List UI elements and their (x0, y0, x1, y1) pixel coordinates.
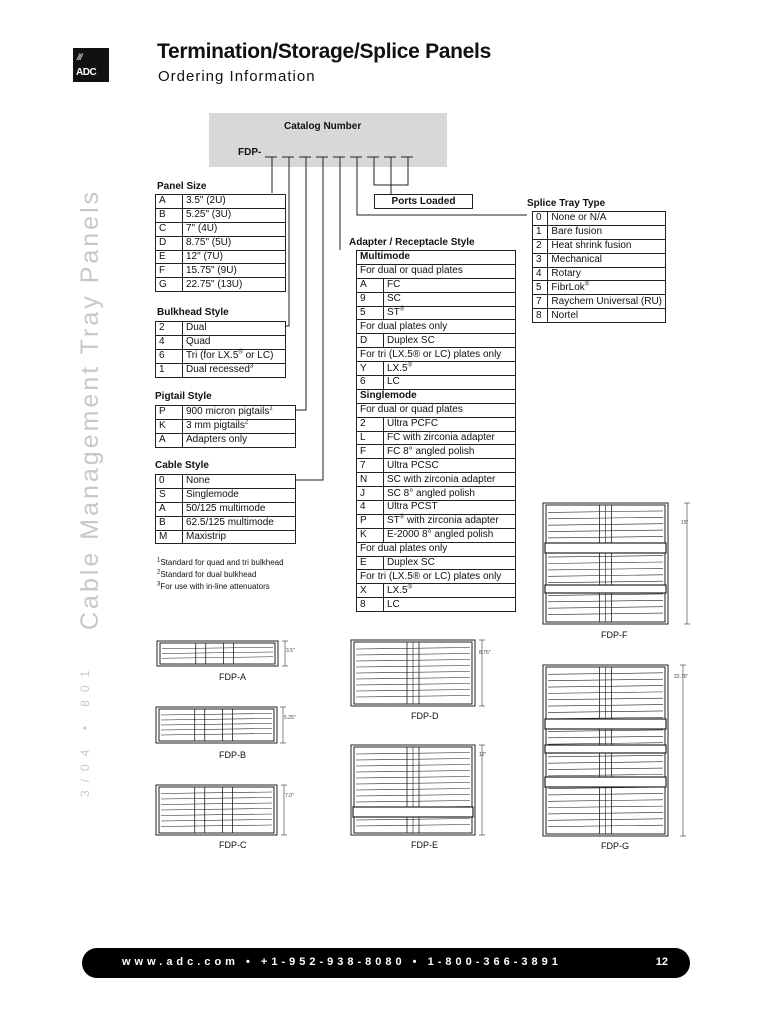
row-group-header: Multimode (357, 251, 516, 265)
dim-fdp-f: 15" (681, 520, 689, 526)
option-code: 6 (357, 376, 384, 390)
option-description: LC (384, 598, 516, 612)
option-description: Bare fusion (548, 225, 666, 239)
option-description: Nortel (548, 309, 666, 323)
option-code: C (156, 222, 183, 236)
option-code: 7 (357, 459, 384, 473)
dim-fdp-g: 22.75" (674, 674, 689, 680)
option-code: 1 (533, 225, 548, 239)
page-number: 12 (655, 956, 668, 968)
page-title: Termination/Storage/Splice Panels (157, 40, 491, 63)
option-description: E-2000 8° angled polish (384, 528, 516, 542)
option-code: F (156, 264, 183, 278)
drawing-fdp-g (543, 665, 668, 836)
catalog-number-label: Catalog Number (284, 121, 362, 132)
dim-fdp-e: 12" (479, 752, 487, 758)
option-description: SC 8° angled polish (384, 487, 516, 501)
option-code: 0 (533, 212, 548, 226)
side-vertical-title: Cable Management Tray Panels (76, 188, 104, 630)
logo-text: ADC (76, 67, 97, 78)
dim-fdp-b: 5.25" (284, 715, 296, 721)
fig-label-fdp-a: FDP-A (219, 672, 246, 682)
option-description: Dual (183, 322, 286, 336)
option-code: 4 (357, 501, 384, 515)
logo-mark: /// (77, 52, 82, 62)
option-description: 15.75" (9U) (183, 264, 286, 278)
footnote: $^3$For use with in-line attenuators (157, 581, 270, 591)
option-description: Raychem Universal (RU) (548, 295, 666, 309)
option-description: LC (384, 376, 516, 390)
option-description: Duplex SC (384, 556, 516, 570)
option-description: 5.25" (3U) (183, 208, 286, 222)
drawing-fdp-f (543, 503, 668, 624)
option-code: 8 (357, 598, 384, 612)
option-description: Singlemode (183, 488, 296, 502)
option-code: P (357, 514, 384, 528)
option-code: A (156, 195, 183, 209)
option-code: 2 (357, 417, 384, 431)
adapter-style-title: Adapter / Receptacle Style (349, 237, 475, 248)
option-code: L (357, 431, 384, 445)
option-code: N (357, 473, 384, 487)
dim-line-fdp-g (680, 665, 686, 836)
option-description: 22.75" (13U) (183, 278, 286, 292)
option-description: Maxistrip (183, 530, 296, 544)
fig-label-fdp-b: FDP-B (219, 750, 246, 760)
option-description: Rotary (548, 267, 666, 281)
option-description: Quad (183, 335, 286, 349)
option-code: J (357, 487, 384, 501)
option-description: ST® with zirconia adapter (384, 514, 516, 528)
option-code: P (156, 406, 183, 420)
footnote: $^1$Standard for quad and tri bulkhead (157, 557, 284, 567)
option-code: B (156, 208, 183, 222)
option-code: K (357, 528, 384, 542)
option-code: 6 (156, 349, 183, 363)
cable-style-title: Cable Style (155, 460, 209, 471)
fig-label-fdp-e: FDP-E (411, 840, 438, 850)
drawing-fdp-b (156, 707, 277, 743)
option-description: Ultra PCFC (384, 417, 516, 431)
fig-label-fdp-g: FDP-G (601, 841, 629, 851)
option-description: SC (384, 292, 516, 306)
option-code: 9 (357, 292, 384, 306)
row-subgroup-label: For tri (LX.5® or LC) plates only (357, 348, 516, 362)
option-description: ST® (384, 306, 516, 320)
option-description: LX.5® (384, 362, 516, 376)
option-code: D (357, 334, 384, 348)
option-description: 8.75" (5U) (183, 236, 286, 250)
option-code: X (357, 584, 384, 598)
option-description: None (183, 475, 296, 489)
footer-bar (82, 948, 690, 978)
dim-fdp-c: 7.0" (285, 793, 294, 799)
option-description: Ultra PCST (384, 501, 516, 515)
option-code: 4 (156, 335, 183, 349)
pigtail-style-title: Pigtail Style (155, 391, 212, 402)
option-description: Ultra PCSC (384, 459, 516, 473)
option-description: Duplex SC (384, 334, 516, 348)
option-code: Y (357, 362, 384, 376)
fig-label-fdp-d: FDP-D (411, 711, 439, 721)
row-subgroup-label: For dual or quad plates (357, 264, 516, 278)
option-code: 2 (533, 239, 548, 253)
drawing-fdp-d (351, 640, 475, 706)
row-subgroup-label: For dual or quad plates (357, 403, 516, 417)
option-description: 50/125 multimode (183, 502, 296, 516)
option-code: 5 (357, 306, 384, 320)
option-code: 8 (533, 309, 548, 323)
option-description: FibrLok® (548, 281, 666, 295)
catalog-prefix: FDP- (238, 147, 262, 158)
row-subgroup-label: For dual plates only (357, 542, 516, 556)
dim-line-fdp-b (280, 707, 286, 743)
option-code: A (156, 502, 183, 516)
option-description: 900 micron pigtails$^1$ (183, 406, 296, 420)
option-description: Heat shrink fusion (548, 239, 666, 253)
option-code: E (357, 556, 384, 570)
footnote: $^2$Standard for dual bulkhead (157, 569, 257, 579)
option-description: 3.5" (2U) (183, 195, 286, 209)
dim-fdp-a: 3.5" (286, 648, 295, 654)
panel-size-title: Panel Size (157, 181, 207, 192)
dim-line-fdp-e (479, 745, 485, 835)
drawing-fdp-c (156, 785, 277, 835)
option-code: E (156, 250, 183, 264)
option-code: 7 (533, 295, 548, 309)
option-code: D (156, 236, 183, 250)
option-description: SC with zirconia adapter (384, 473, 516, 487)
option-code: G (156, 278, 183, 292)
fig-label-fdp-c: FDP-C (219, 840, 247, 850)
option-code: S (156, 488, 183, 502)
page-subtitle: Ordering Information (158, 68, 316, 85)
ports-loaded-box: Ports Loaded (374, 194, 473, 209)
option-code: K (156, 419, 183, 433)
option-description: 62.5/125 multimode (183, 516, 296, 530)
option-description: 3 mm pigtails$^2$ (183, 419, 296, 433)
splice-tray-title: Splice Tray Type (527, 198, 606, 209)
footer-contact: www.adc.com • +1-952-938-8080 • 1-800-366-3891 (122, 956, 562, 968)
option-description: FC (384, 278, 516, 292)
option-description: Dual recessed$^3$ (183, 363, 286, 377)
dim-fdp-d: 8.75" (479, 650, 491, 656)
option-description: FC with zirconia adapter (384, 431, 516, 445)
option-code: A (357, 278, 384, 292)
option-code: 2 (156, 322, 183, 336)
option-description: 7" (4U) (183, 222, 286, 236)
option-code: F (357, 445, 384, 459)
option-description: 12" (7U) (183, 250, 286, 264)
option-code: M (156, 530, 183, 544)
option-code: 3 (533, 253, 548, 267)
row-subgroup-label: For dual plates only (357, 320, 516, 334)
drawing-fdp-e (351, 745, 475, 835)
option-code: 4 (533, 267, 548, 281)
option-code: 0 (156, 475, 183, 489)
option-code: A (156, 433, 183, 447)
bulkhead-style-title: Bulkhead Style (157, 307, 229, 318)
option-description: FC 8° angled polish (384, 445, 516, 459)
option-description: None or N/A (548, 212, 666, 226)
option-code: 1 (156, 363, 183, 377)
option-description: Adapters only (183, 433, 296, 447)
option-description: Mechanical (548, 253, 666, 267)
option-description: LX.5® (384, 584, 516, 598)
row-group-header: Singlemode (357, 389, 516, 403)
option-code: 5 (533, 281, 548, 295)
option-code: B (156, 516, 183, 530)
row-subgroup-label: For tri (LX.5® or LC) plates only (357, 570, 516, 584)
fig-label-fdp-f: FDP-F (601, 630, 628, 640)
option-description: Tri (for LX.5® or LC) (183, 349, 286, 363)
drawing-fdp-a (157, 641, 278, 666)
side-date-code: 3/04 • 801 (78, 662, 92, 797)
